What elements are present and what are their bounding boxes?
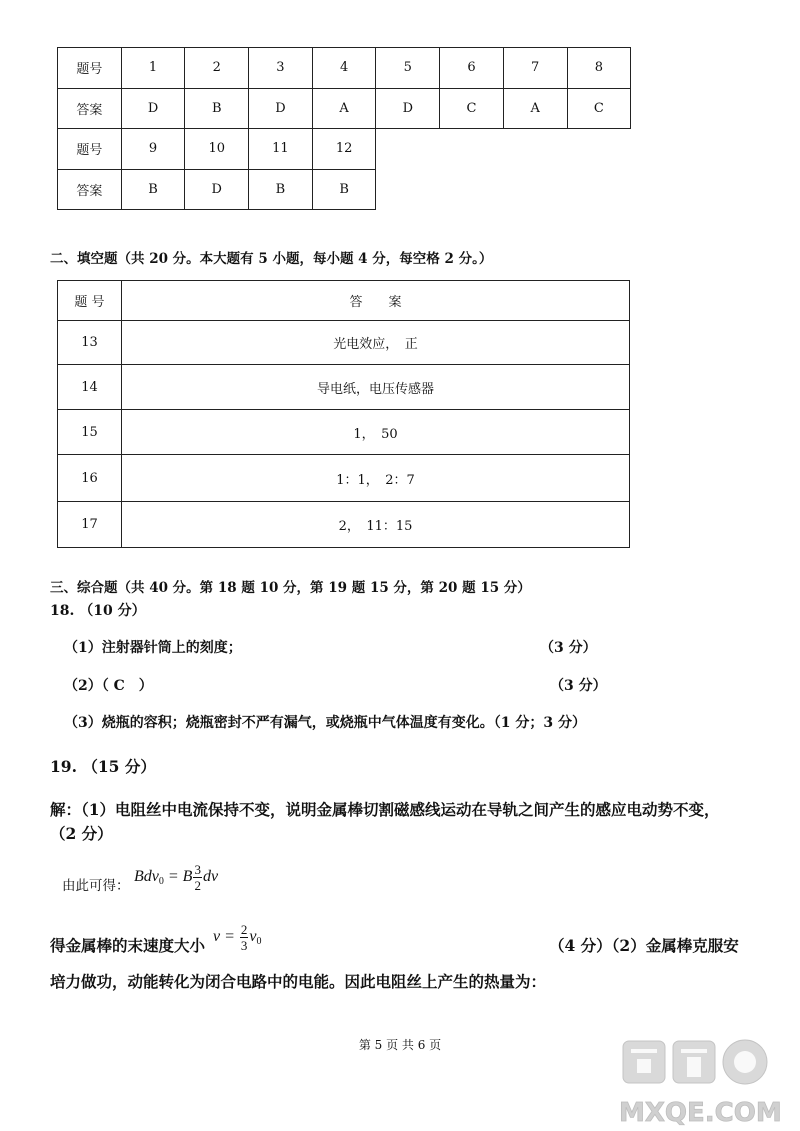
table-cell: 4 — [312, 48, 376, 89]
table-cell: 6 — [440, 48, 504, 89]
empty-cell — [376, 169, 440, 210]
q18-item-1-score: （3 分） — [540, 640, 597, 656]
table-cell: 8 — [567, 48, 631, 89]
table-row — [58, 502, 630, 548]
eq1-fraction — [193, 862, 202, 893]
table-cell: 1：1， 2：7 — [122, 455, 630, 502]
q18-title: 18. （10 分） — [50, 603, 146, 619]
eq2-fraction — [240, 922, 249, 953]
table-cell: D — [121, 88, 185, 129]
table-cell: D — [249, 88, 313, 129]
table-cell: 10 — [185, 129, 249, 170]
empty-cell — [567, 129, 631, 170]
table-cell: 17 — [58, 502, 122, 548]
table-cell: 题号 — [58, 129, 122, 170]
q18-item-2-score: （3 分） — [550, 678, 607, 694]
table-cell: 2 — [185, 48, 249, 89]
table-cell: 9 — [121, 129, 185, 170]
table-cell: 13 — [58, 321, 122, 365]
watermark-logo — [615, 1035, 800, 1131]
table-cell: A — [312, 88, 376, 129]
section2-heading: 二、填空题（共 20 分。本大题有 5 小题，每小题 4 分，每空格 2 分。） — [50, 251, 493, 267]
table-cell: D — [185, 169, 249, 210]
table-cell: 5 — [376, 48, 440, 89]
eq2-left: v = — [213, 928, 239, 946]
equation-1 — [134, 862, 218, 893]
q19-title: 19. （15 分） — [50, 757, 156, 776]
table-cell: 1， 50 — [122, 410, 630, 455]
eq2-sub: 0 — [256, 936, 262, 948]
table-cell: A — [503, 88, 567, 129]
table-row — [58, 129, 631, 170]
eq1-right: dv — [202, 868, 219, 886]
table-cell: 2， 11：15 — [122, 502, 630, 548]
header-num: 题 号 — [58, 281, 122, 321]
table-row — [58, 281, 630, 321]
fill-answer-table — [57, 280, 630, 548]
q19-last-line: 培力做功，动能转化为闭合电路中的电能。因此电阻丝上产生的热量为： — [50, 972, 547, 991]
eq2-frac-num: 2 — [240, 922, 248, 937]
section3-heading: 三、综合题（共 40 分。第 18 题 10 分，第 19 题 15 分，第 20 题 15 分） — [50, 580, 531, 596]
empty-cell — [440, 169, 504, 210]
empty-cell — [440, 129, 504, 170]
equation-2 — [213, 922, 262, 953]
table-cell: 16 — [58, 455, 122, 502]
table-row — [58, 169, 631, 210]
eq1-frac-den: 2 — [194, 878, 201, 893]
q18-item-2: （2）（ C ） — [64, 678, 153, 694]
table-cell: 答案 — [58, 88, 122, 129]
eq1-mid: = B — [163, 868, 193, 886]
table-cell: 光电效应， 正 — [122, 321, 630, 365]
table-cell: D — [376, 88, 440, 129]
table-cell: 3 — [249, 48, 313, 89]
watermark-url: MXQE.COM — [619, 1098, 782, 1128]
table-cell: 导电纸，电压传感器 — [122, 365, 630, 410]
page-footer: 第 5 页 共 6 页 — [358, 1038, 442, 1052]
table-row — [58, 410, 630, 455]
header-answer: 答 案 — [122, 281, 630, 321]
mc-answer-table — [57, 47, 631, 210]
table-row — [58, 321, 630, 365]
eq2-frac-den: 3 — [240, 938, 248, 953]
table-cell: B — [185, 88, 249, 129]
table-cell: 1 — [121, 48, 185, 89]
part2-score: （4 分）（2）金属棒克服安 — [549, 936, 739, 955]
table-cell: B — [312, 169, 376, 210]
table-cell: 11 — [249, 129, 313, 170]
q19-line1-score: （2 分） — [50, 824, 113, 843]
derive-label: 由此可得： — [62, 878, 130, 894]
q18-item-3: （3）烧瓶的容积；烧瓶密封不严有漏气，或烧瓶中气体温度有变化。（1 分；3 分） — [64, 715, 586, 731]
table-cell: 7 — [503, 48, 567, 89]
eq1-sub: 0 — [158, 876, 164, 888]
result-text: 得金属棒的末速度大小 — [50, 936, 206, 955]
empty-cell — [376, 129, 440, 170]
table-cell: 12 — [312, 129, 376, 170]
table-cell: B — [249, 169, 313, 210]
table-row — [58, 455, 630, 502]
eq1-frac-num: 3 — [194, 862, 201, 877]
empty-cell — [567, 169, 631, 210]
q18-item-1: （1）注射器针筒上的刻度； — [64, 640, 242, 656]
table-cell: 答案 — [58, 169, 122, 210]
table-cell: 题号 — [58, 48, 122, 89]
q19-line1: 解：（1）电阻丝中电流保持不变，说明金属棒切割磁感线运动在导轨之间产生的感应电动势不变， — [50, 800, 720, 819]
table-row — [58, 365, 630, 410]
table-row — [58, 88, 631, 129]
eq2-right: v — [249, 928, 257, 946]
table-cell: 14 — [58, 365, 122, 410]
table-cell: B — [121, 169, 185, 210]
empty-cell — [503, 169, 567, 210]
table-cell: C — [440, 88, 504, 129]
table-cell: C — [567, 88, 631, 129]
table-row — [58, 48, 631, 89]
table-cell: 15 — [58, 410, 122, 455]
eq1-left: Bdv — [134, 868, 159, 886]
empty-cell — [503, 129, 567, 170]
